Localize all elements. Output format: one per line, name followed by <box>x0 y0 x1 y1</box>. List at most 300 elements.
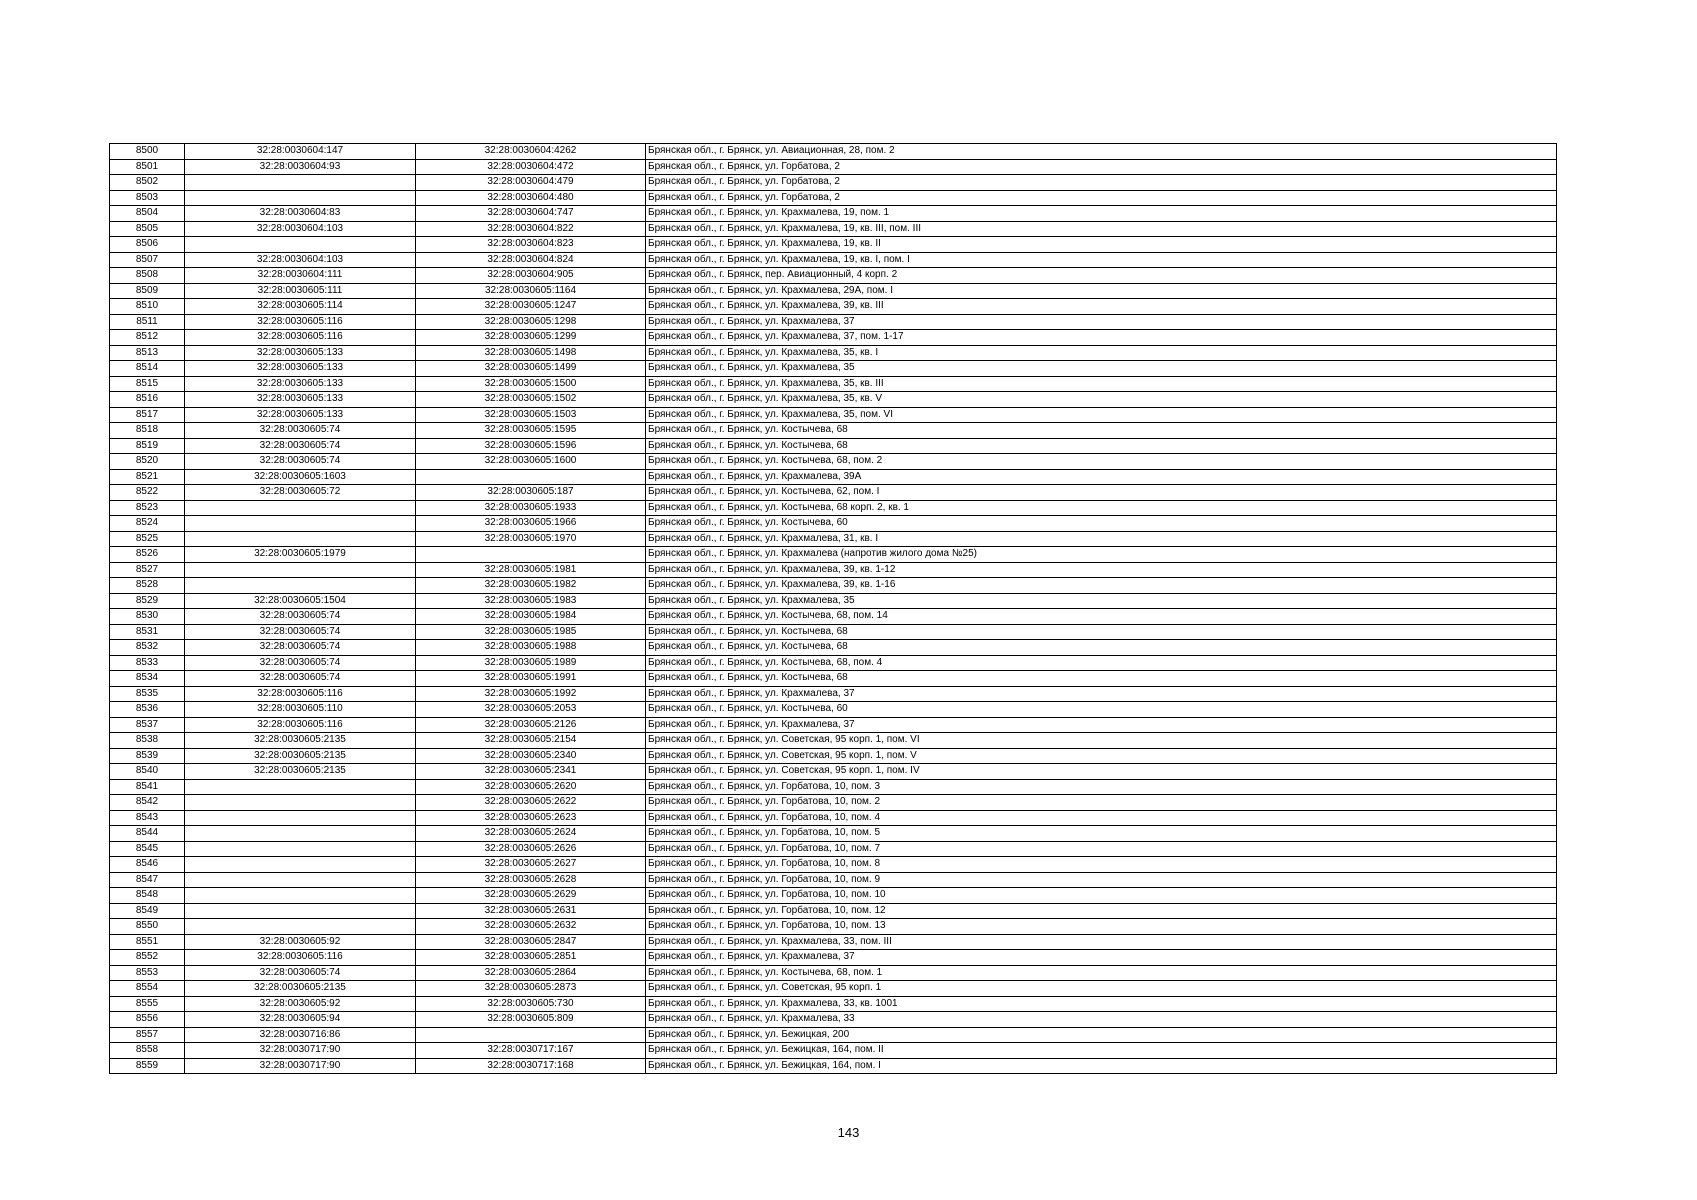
row-number-cell: 8532 <box>110 640 185 656</box>
object-number-cell: 32:28:0030605:2628 <box>416 872 646 888</box>
row-number-cell: 8526 <box>110 547 185 563</box>
row-number-cell: 8558 <box>110 1043 185 1059</box>
address-cell: Брянская обл., г. Брянск, ул. Крахмалева, 37 <box>646 717 1557 733</box>
object-number-cell: 32:28:0030605:2341 <box>416 764 646 780</box>
table-row <box>110 857 1557 873</box>
object-number-cell: 32:28:0030605:2622 <box>416 795 646 811</box>
address-cell: Брянская обл., г. Брянск, ул. Горбатова, 10, пом. 8 <box>646 857 1557 873</box>
address-cell: Брянская обл., г. Брянск, ул. Крахмалева, 19, пом. 1 <box>646 206 1557 222</box>
address-cell: Брянская обл., г. Брянск, ул. Советская, 95 корп. 1, пом. V <box>646 748 1557 764</box>
parcel-number-cell: 32:28:0030605:110 <box>185 702 416 718</box>
table-row <box>110 1027 1557 1043</box>
row-number-cell: 8516 <box>110 392 185 408</box>
address-cell: Брянская обл., г. Брянск, ул. Горбатова, 2 <box>646 190 1557 206</box>
object-number-cell: 32:28:0030605:1164 <box>416 283 646 299</box>
parcel-number-cell <box>185 190 416 206</box>
table-row <box>110 841 1557 857</box>
row-number-cell: 8511 <box>110 314 185 330</box>
parcel-number-cell: 32:28:0030717:90 <box>185 1043 416 1059</box>
object-number-cell: 32:28:0030605:2620 <box>416 779 646 795</box>
row-number-cell: 8521 <box>110 469 185 485</box>
row-number-cell: 8539 <box>110 748 185 764</box>
object-number-cell: 32:28:0030605:1299 <box>416 330 646 346</box>
table-row <box>110 996 1557 1012</box>
object-number-cell: 32:28:0030605:730 <box>416 996 646 1012</box>
parcel-number-cell: 32:28:0030605:2135 <box>185 733 416 749</box>
address-cell: Брянская обл., г. Брянск, ул. Горбатова, 10, пом. 7 <box>646 841 1557 857</box>
object-number-cell: 32:28:0030605:1596 <box>416 438 646 454</box>
row-number-cell: 8547 <box>110 872 185 888</box>
row-number-cell: 8544 <box>110 826 185 842</box>
object-number-cell: 32:28:0030605:2340 <box>416 748 646 764</box>
row-number-cell: 8554 <box>110 981 185 997</box>
row-number-cell: 8552 <box>110 950 185 966</box>
table-row <box>110 144 1557 160</box>
records-table <box>109 143 1557 1074</box>
table-row <box>110 779 1557 795</box>
table-row <box>110 190 1557 206</box>
table-row <box>110 175 1557 191</box>
address-cell: Брянская обл., г. Брянск, ул. Крахмалева, 33, кв. 1001 <box>646 996 1557 1012</box>
row-number-cell: 8518 <box>110 423 185 439</box>
row-number-cell: 8501 <box>110 159 185 175</box>
address-cell: Брянская обл., г. Брянск, ул. Горбатова, 10, пом. 13 <box>646 919 1557 935</box>
parcel-number-cell: 32:28:0030716:86 <box>185 1027 416 1043</box>
table-row <box>110 423 1557 439</box>
parcel-number-cell <box>185 578 416 594</box>
table-row <box>110 733 1557 749</box>
object-number-cell: 32:28:0030605:2864 <box>416 965 646 981</box>
row-number-cell: 8546 <box>110 857 185 873</box>
address-cell: Брянская обл., г. Брянск, ул. Бежицкая, 164, пом. II <box>646 1043 1557 1059</box>
row-number-cell: 8548 <box>110 888 185 904</box>
object-number-cell: 32:28:0030605:1600 <box>416 454 646 470</box>
row-number-cell: 8523 <box>110 500 185 516</box>
object-number-cell: 32:28:0030605:2154 <box>416 733 646 749</box>
object-number-cell: 32:28:0030605:2629 <box>416 888 646 904</box>
parcel-number-cell: 32:28:0030605:2135 <box>185 748 416 764</box>
object-number-cell: 32:28:0030605:1933 <box>416 500 646 516</box>
address-cell: Брянская обл., г. Брянск, ул. Авиационная, 28, пом. 2 <box>646 144 1557 160</box>
address-cell: Брянская обл., г. Брянск, ул. Крахмалева, 37 <box>646 686 1557 702</box>
parcel-number-cell <box>185 795 416 811</box>
parcel-number-cell: 32:28:0030605:133 <box>185 407 416 423</box>
address-cell: Брянская обл., г. Брянск, ул. Крахмалева, 39, кв. III <box>646 299 1557 315</box>
object-number-cell: 32:28:0030605:1981 <box>416 562 646 578</box>
table-row <box>110 686 1557 702</box>
parcel-number-cell <box>185 779 416 795</box>
object-number-cell: 32:28:0030605:2873 <box>416 981 646 997</box>
table-row <box>110 407 1557 423</box>
address-cell: Брянская обл., г. Брянск, ул. Костычева, 68, пом. 4 <box>646 655 1557 671</box>
table-row <box>110 826 1557 842</box>
object-number-cell: 32:28:0030605:809 <box>416 1012 646 1028</box>
address-cell: Брянская обл., г. Брянск, ул. Крахмалева, 39А <box>646 469 1557 485</box>
address-cell: Брянская обл., г. Брянск, ул. Крахмалева (напротив жилого дома №25) <box>646 547 1557 563</box>
table-row <box>110 919 1557 935</box>
object-number-cell: 32:28:0030605:1984 <box>416 609 646 625</box>
object-number-cell: 32:28:0030605:1595 <box>416 423 646 439</box>
row-number-cell: 8505 <box>110 221 185 237</box>
address-cell: Брянская обл., г. Брянск, ул. Советская, 95 корп. 1, пом. VI <box>646 733 1557 749</box>
row-number-cell: 8517 <box>110 407 185 423</box>
address-cell: Брянская обл., г. Брянск, ул. Горбатова, 10, пом. 9 <box>646 872 1557 888</box>
parcel-number-cell <box>185 903 416 919</box>
address-cell: Брянская обл., г. Брянск, ул. Крахмалева, 37 <box>646 314 1557 330</box>
table-row <box>110 438 1557 454</box>
table-row <box>110 268 1557 284</box>
object-number-cell: 32:28:0030605:1966 <box>416 516 646 532</box>
table-row <box>110 965 1557 981</box>
address-cell: Брянская обл., г. Брянск, ул. Костычева, 68 <box>646 438 1557 454</box>
parcel-number-cell: 32:28:0030605:1504 <box>185 593 416 609</box>
records-table-body <box>110 144 1557 1074</box>
object-number-cell: 32:28:0030605:1500 <box>416 376 646 392</box>
object-number-cell: 32:28:0030605:2627 <box>416 857 646 873</box>
table-row <box>110 237 1557 253</box>
object-number-cell: 32:28:0030605:2632 <box>416 919 646 935</box>
table-row <box>110 624 1557 640</box>
row-number-cell: 8549 <box>110 903 185 919</box>
object-number-cell: 32:28:0030605:1982 <box>416 578 646 594</box>
address-cell: Брянская обл., г. Брянск, ул. Костычева, 60 <box>646 702 1557 718</box>
parcel-number-cell: 32:28:0030605:111 <box>185 283 416 299</box>
parcel-number-cell: 32:28:0030605:116 <box>185 717 416 733</box>
table-row <box>110 531 1557 547</box>
row-number-cell: 8551 <box>110 934 185 950</box>
parcel-number-cell: 32:28:0030605:116 <box>185 330 416 346</box>
parcel-number-cell: 32:28:0030605:133 <box>185 361 416 377</box>
address-cell: Брянская обл., г. Брянск, ул. Крахмалева, 33, пом. III <box>646 934 1557 950</box>
table-row <box>110 655 1557 671</box>
page-number: 143 <box>837 1125 860 1140</box>
address-cell: Брянская обл., г. Брянск, ул. Костычева, 68, пом. 1 <box>646 965 1557 981</box>
address-cell: Брянская обл., г. Брянск, ул. Костычева, 68 <box>646 423 1557 439</box>
object-number-cell: 32:28:0030605:1298 <box>416 314 646 330</box>
row-number-cell: 8538 <box>110 733 185 749</box>
address-cell: Брянская обл., г. Брянск, ул. Горбатова, 10, пом. 12 <box>646 903 1557 919</box>
table-row <box>110 934 1557 950</box>
table-row <box>110 159 1557 175</box>
parcel-number-cell: 32:28:0030605:74 <box>185 624 416 640</box>
table-row <box>110 593 1557 609</box>
row-number-cell: 8527 <box>110 562 185 578</box>
row-number-cell: 8510 <box>110 299 185 315</box>
address-cell: Брянская обл., г. Брянск, ул. Костычева, 62, пом. I <box>646 485 1557 501</box>
table-row <box>110 981 1557 997</box>
object-number-cell: 32:28:0030605:1498 <box>416 345 646 361</box>
table-row <box>110 500 1557 516</box>
address-cell: Брянская обл., г. Брянск, ул. Костычева, 68 <box>646 671 1557 687</box>
parcel-number-cell: 32:28:0030605:74 <box>185 454 416 470</box>
row-number-cell: 8534 <box>110 671 185 687</box>
address-cell: Брянская обл., г. Брянск, ул. Крахмалева, 33 <box>646 1012 1557 1028</box>
parcel-number-cell: 32:28:0030604:83 <box>185 206 416 222</box>
address-cell: Брянская обл., г. Брянск, ул. Костычева, 68 <box>646 640 1557 656</box>
parcel-number-cell: 32:28:0030605:74 <box>185 655 416 671</box>
object-number-cell: 32:28:0030717:167 <box>416 1043 646 1059</box>
table-row <box>110 795 1557 811</box>
table-row <box>110 810 1557 826</box>
address-cell: Брянская обл., г. Брянск, ул. Крахмалева, 39, кв. 1-12 <box>646 562 1557 578</box>
row-number-cell: 8531 <box>110 624 185 640</box>
address-cell: Брянская обл., г. Брянск, ул. Крахмалева, 39, кв. 1-16 <box>646 578 1557 594</box>
parcel-number-cell <box>185 826 416 842</box>
parcel-number-cell: 32:28:0030605:74 <box>185 640 416 656</box>
table-row <box>110 283 1557 299</box>
row-number-cell: 8537 <box>110 717 185 733</box>
row-number-cell: 8513 <box>110 345 185 361</box>
parcel-number-cell: 32:28:0030605:133 <box>185 345 416 361</box>
parcel-number-cell: 32:28:0030605:116 <box>185 950 416 966</box>
parcel-number-cell: 32:28:0030605:116 <box>185 314 416 330</box>
address-cell: Брянская обл., г. Брянск, ул. Горбатова, 10, пом. 4 <box>646 810 1557 826</box>
row-number-cell: 8509 <box>110 283 185 299</box>
address-cell: Брянская обл., г. Брянск, ул. Бежицкая, 164, пом. I <box>646 1058 1557 1074</box>
row-number-cell: 8553 <box>110 965 185 981</box>
row-number-cell: 8524 <box>110 516 185 532</box>
object-number-cell: 32:28:0030604:747 <box>416 206 646 222</box>
parcel-number-cell: 32:28:0030605:114 <box>185 299 416 315</box>
row-number-cell: 8502 <box>110 175 185 191</box>
object-number-cell: 32:28:0030605:2126 <box>416 717 646 733</box>
table-row <box>110 609 1557 625</box>
address-cell: Брянская обл., г. Брянск, ул. Костычева, 60 <box>646 516 1557 532</box>
parcel-number-cell: 32:28:0030717:90 <box>185 1058 416 1074</box>
table-row <box>110 206 1557 222</box>
address-cell: Брянская обл., г. Брянск, ул. Крахмалева, 35, кв. I <box>646 345 1557 361</box>
object-number-cell: 32:28:0030604:824 <box>416 252 646 268</box>
row-number-cell: 8508 <box>110 268 185 284</box>
row-number-cell: 8536 <box>110 702 185 718</box>
parcel-number-cell <box>185 919 416 935</box>
object-number-cell: 32:28:0030605:1988 <box>416 640 646 656</box>
table-row <box>110 221 1557 237</box>
row-number-cell: 8556 <box>110 1012 185 1028</box>
row-number-cell: 8545 <box>110 841 185 857</box>
object-number-cell: 32:28:0030605:187 <box>416 485 646 501</box>
parcel-number-cell: 32:28:0030605:72 <box>185 485 416 501</box>
parcel-number-cell <box>185 810 416 826</box>
table-row <box>110 314 1557 330</box>
parcel-number-cell: 32:28:0030605:74 <box>185 423 416 439</box>
table-row <box>110 702 1557 718</box>
parcel-number-cell: 32:28:0030605:1603 <box>185 469 416 485</box>
table-row <box>110 1058 1557 1074</box>
address-cell: Брянская обл., г. Брянск, пер. Авиационный, 4 корп. 2 <box>646 268 1557 284</box>
object-number-cell: 32:28:0030604:4262 <box>416 144 646 160</box>
object-number-cell: 32:28:0030605:1247 <box>416 299 646 315</box>
address-cell: Брянская обл., г. Брянск, ул. Крахмалева, 19, кв. III, пом. III <box>646 221 1557 237</box>
row-number-cell: 8525 <box>110 531 185 547</box>
address-cell: Брянская обл., г. Брянск, ул. Советская, 95 корп. 1 <box>646 981 1557 997</box>
row-number-cell: 8514 <box>110 361 185 377</box>
parcel-number-cell <box>185 888 416 904</box>
row-number-cell: 8503 <box>110 190 185 206</box>
table-row <box>110 376 1557 392</box>
row-number-cell: 8515 <box>110 376 185 392</box>
address-cell: Брянская обл., г. Брянск, ул. Горбатова, 2 <box>646 159 1557 175</box>
table-row <box>110 299 1557 315</box>
address-cell: Брянская обл., г. Брянск, ул. Крахмалева, 35 <box>646 361 1557 377</box>
table-row <box>110 361 1557 377</box>
object-number-cell: 32:28:0030605:2623 <box>416 810 646 826</box>
object-number-cell: 32:28:0030605:2053 <box>416 702 646 718</box>
address-cell: Брянская обл., г. Брянск, ул. Крахмалева, 35 <box>646 593 1557 609</box>
address-cell: Брянская обл., г. Брянск, ул. Горбатова, 2 <box>646 175 1557 191</box>
object-number-cell: 32:28:0030605:2626 <box>416 841 646 857</box>
address-cell: Брянская обл., г. Брянск, ул. Бежицкая, 200 <box>646 1027 1557 1043</box>
table-row <box>110 330 1557 346</box>
parcel-number-cell: 32:28:0030604:111 <box>185 268 416 284</box>
address-cell: Брянская обл., г. Брянск, ул. Горбатова, 10, пом. 10 <box>646 888 1557 904</box>
table-row <box>110 516 1557 532</box>
table-row <box>110 454 1557 470</box>
object-number-cell: 32:28:0030605:1499 <box>416 361 646 377</box>
address-cell: Брянская обл., г. Брянск, ул. Горбатова, 10, пом. 2 <box>646 795 1557 811</box>
row-number-cell: 8540 <box>110 764 185 780</box>
address-cell: Брянская обл., г. Брянск, ул. Костычева, 68, пом. 2 <box>646 454 1557 470</box>
object-number-cell: 32:28:0030605:1970 <box>416 531 646 547</box>
address-cell: Брянская обл., г. Брянск, ул. Крахмалева, 19, кв. II <box>646 237 1557 253</box>
row-number-cell: 8557 <box>110 1027 185 1043</box>
parcel-number-cell: 32:28:0030605:92 <box>185 996 416 1012</box>
row-number-cell: 8559 <box>110 1058 185 1074</box>
object-number-cell <box>416 469 646 485</box>
object-number-cell: 32:28:0030605:1985 <box>416 624 646 640</box>
row-number-cell: 8500 <box>110 144 185 160</box>
table-row <box>110 345 1557 361</box>
parcel-number-cell: 32:28:0030604:93 <box>185 159 416 175</box>
object-number-cell: 32:28:0030605:2624 <box>416 826 646 842</box>
table-row <box>110 1043 1557 1059</box>
row-number-cell: 8541 <box>110 779 185 795</box>
table-row <box>110 872 1557 888</box>
parcel-number-cell <box>185 237 416 253</box>
object-number-cell: 32:28:0030605:1989 <box>416 655 646 671</box>
table-row <box>110 469 1557 485</box>
address-cell: Брянская обл., г. Брянск, ул. Крахмалева, 35, кв. III <box>646 376 1557 392</box>
object-number-cell: 32:28:0030605:1991 <box>416 671 646 687</box>
row-number-cell: 8507 <box>110 252 185 268</box>
object-number-cell: 32:28:0030605:2847 <box>416 934 646 950</box>
parcel-number-cell <box>185 531 416 547</box>
parcel-number-cell <box>185 500 416 516</box>
address-cell: Брянская обл., г. Брянск, ул. Крахмалева, 19, кв. I, пом. I <box>646 252 1557 268</box>
parcel-number-cell <box>185 516 416 532</box>
address-cell: Брянская обл., г. Брянск, ул. Костычева, 68 <box>646 624 1557 640</box>
row-number-cell: 8522 <box>110 485 185 501</box>
object-number-cell: 32:28:0030605:1983 <box>416 593 646 609</box>
object-number-cell: 32:28:0030604:479 <box>416 175 646 191</box>
address-cell: Брянская обл., г. Брянск, ул. Костычева, 68, пом. 14 <box>646 609 1557 625</box>
address-cell: Брянская обл., г. Брянск, ул. Крахмалева, 31, кв. I <box>646 531 1557 547</box>
table-row <box>110 485 1557 501</box>
parcel-number-cell: 32:28:0030604:147 <box>185 144 416 160</box>
table-row <box>110 547 1557 563</box>
row-number-cell: 8530 <box>110 609 185 625</box>
address-cell: Брянская обл., г. Брянск, ул. Советская, 95 корп. 1, пом. IV <box>646 764 1557 780</box>
row-number-cell: 8543 <box>110 810 185 826</box>
object-number-cell: 32:28:0030604:822 <box>416 221 646 237</box>
parcel-number-cell: 32:28:0030605:74 <box>185 671 416 687</box>
address-cell: Брянская обл., г. Брянск, ул. Крахмалева, 35, пом. VI <box>646 407 1557 423</box>
parcel-number-cell <box>185 841 416 857</box>
object-number-cell: 32:28:0030605:1503 <box>416 407 646 423</box>
parcel-number-cell: 32:28:0030605:1979 <box>185 547 416 563</box>
parcel-number-cell: 32:28:0030605:2135 <box>185 981 416 997</box>
parcel-number-cell: 32:28:0030605:2135 <box>185 764 416 780</box>
table-row <box>110 392 1557 408</box>
table-row <box>110 1012 1557 1028</box>
row-number-cell: 8512 <box>110 330 185 346</box>
parcel-number-cell: 32:28:0030605:116 <box>185 686 416 702</box>
row-number-cell: 8504 <box>110 206 185 222</box>
parcel-number-cell <box>185 857 416 873</box>
parcel-number-cell: 32:28:0030604:103 <box>185 252 416 268</box>
row-number-cell: 8533 <box>110 655 185 671</box>
parcel-number-cell: 32:28:0030605:133 <box>185 392 416 408</box>
object-number-cell: 32:28:0030605:1502 <box>416 392 646 408</box>
parcel-number-cell <box>185 872 416 888</box>
table-row <box>110 748 1557 764</box>
row-number-cell: 8528 <box>110 578 185 594</box>
parcel-number-cell: 32:28:0030604:103 <box>185 221 416 237</box>
row-number-cell: 8519 <box>110 438 185 454</box>
table-row <box>110 888 1557 904</box>
parcel-number-cell: 32:28:0030605:74 <box>185 609 416 625</box>
object-number-cell: 32:28:0030604:480 <box>416 190 646 206</box>
object-number-cell <box>416 1027 646 1043</box>
parcel-number-cell <box>185 562 416 578</box>
address-cell: Брянская обл., г. Брянск, ул. Крахмалева, 37 <box>646 950 1557 966</box>
row-number-cell: 8555 <box>110 996 185 1012</box>
parcel-number-cell <box>185 175 416 191</box>
address-cell: Брянская обл., г. Брянск, ул. Горбатова, 10, пом. 3 <box>646 779 1557 795</box>
row-number-cell: 8550 <box>110 919 185 935</box>
row-number-cell: 8506 <box>110 237 185 253</box>
row-number-cell: 8529 <box>110 593 185 609</box>
object-number-cell <box>416 547 646 563</box>
parcel-number-cell: 32:28:0030605:92 <box>185 934 416 950</box>
address-cell: Брянская обл., г. Брянск, ул. Крахмалева, 29А, пом. I <box>646 283 1557 299</box>
table-row <box>110 562 1557 578</box>
object-number-cell: 32:28:0030604:823 <box>416 237 646 253</box>
parcel-number-cell: 32:28:0030605:74 <box>185 965 416 981</box>
table-row <box>110 717 1557 733</box>
address-cell: Брянская обл., г. Брянск, ул. Костычева, 68 корп. 2, кв. 1 <box>646 500 1557 516</box>
table-row <box>110 640 1557 656</box>
row-number-cell: 8520 <box>110 454 185 470</box>
object-number-cell: 32:28:0030605:1992 <box>416 686 646 702</box>
table-row <box>110 903 1557 919</box>
object-number-cell: 32:28:0030605:2851 <box>416 950 646 966</box>
address-cell: Брянская обл., г. Брянск, ул. Крахмалева, 35, кв. V <box>646 392 1557 408</box>
table-row <box>110 950 1557 966</box>
row-number-cell: 8535 <box>110 686 185 702</box>
table-row <box>110 578 1557 594</box>
object-number-cell: 32:28:0030605:2631 <box>416 903 646 919</box>
table-row <box>110 671 1557 687</box>
table-row <box>110 252 1557 268</box>
object-number-cell: 32:28:0030604:905 <box>416 268 646 284</box>
parcel-number-cell: 32:28:0030605:74 <box>185 438 416 454</box>
table-row <box>110 764 1557 780</box>
parcel-number-cell: 32:28:0030605:133 <box>185 376 416 392</box>
address-cell: Брянская обл., г. Брянск, ул. Крахмалева, 37, пом. 1-17 <box>646 330 1557 346</box>
parcel-number-cell: 32:28:0030605:94 <box>185 1012 416 1028</box>
object-number-cell: 32:28:0030604:472 <box>416 159 646 175</box>
